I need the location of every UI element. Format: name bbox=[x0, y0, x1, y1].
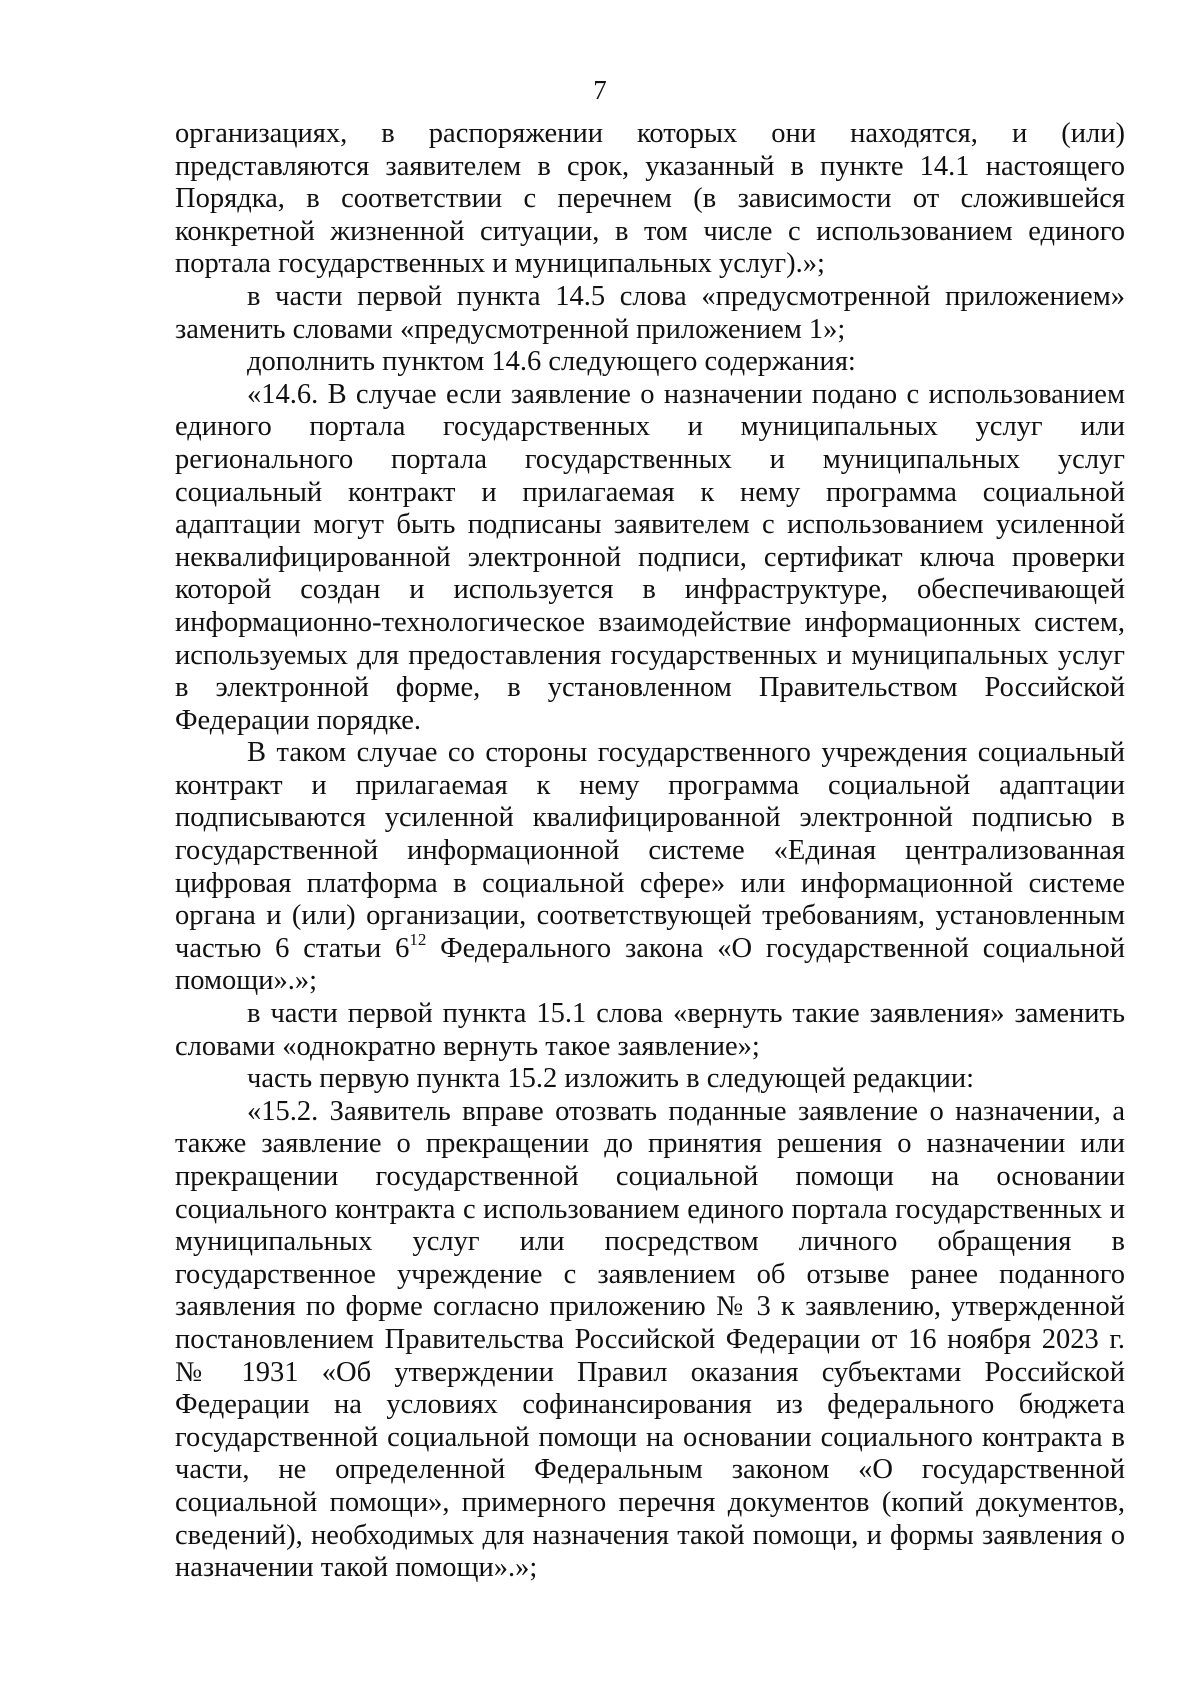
paragraph-amendment-14-5: в части первой пункта 14.5 слова «предусмотренной приложением» заменить словами «предусмотренной приложением 1»; bbox=[175, 280, 1125, 345]
paragraph-add-14-6: дополнить пунктом 14.6 следующего содержания: bbox=[247, 346, 856, 378]
paragraph-continuation: организациях, в распоряжении которых они находятся, и (или) представляются заявителем в срок, указанный в пункте 14.1 настоящего Порядка, в соответствии с перечнем (в зависимости от сложившейся конкретной жизненной ситуации, в том числе с использованием единого портала государственных и муниципальных услуг).»; bbox=[175, 118, 1125, 280]
paragraph-14-6-second bbox=[175, 737, 1125, 998]
paragraph-14-6-text: «14.6. В случае если заявление о назначении подано с использованием единого портала государственных и муниципальных услуг или регионального портала государственных и муниципальных услуг социальный контракт и прилагаемая к нему программа социальной адаптации могут быть подписаны заявителем с использованием усиленной неквалифицированной электронной подписи, сертификат ключа проверки которой создан и используется в инфраструктуре, обеспечивающей информационно-технологическое взаимодействие информационных систем, используемых для предоставления государственных и муниципальных услуг в электронной форме, в установленном Правительством Российской Федерации порядке. bbox=[175, 378, 1125, 736]
paragraph-amendment-15-2: часть первую пункта 15.2 изложить в следующей редакции: bbox=[247, 1063, 975, 1095]
paragraph-amendment-15-1: в части первой пункта 15.1 слова «вернуть такие заявления» заменить словами «однократно вернуть такое заявление»; bbox=[175, 998, 1125, 1062]
paragraph-15-2-text: «15.2. Заявитель вправе отозвать поданные заявление о назначении, а также заявление о прекращении до принятия решения о назначении или прекращении государственной социальной помощи на основании социального контракта с использованием единого портала государственных и муниципальных услуг или посредством личного обращения в государственное учреждение с заявлением об отзыве ранее поданного заявления по форме согласно приложению № 3 к заявлению, утвержденной постановлением Правительства Российской Федерации от 16 ноября 2023 г. № 1931 «Об утверждении Правил оказания субъектами Российской Федерации на условиях софинансирования из федерального бюджета государственной социальной помощи на основании социального контракта в части, не определенной Федеральным законом «О государственной социальной помощи», примерного перечня документов (копий документов, сведений), необходимых для назначения такой помощи, и формы заявления о назначении такой помощи».»; bbox=[175, 1095, 1125, 1584]
paragraph-text: В таком случае со стороны государственного учреждения социальный контракт и прилагаемая к нему программа социальной адаптации подписываются усиленной квалифицированной электронной подписью в государственной информационной системе «Единая централизованная цифровая платформа в социальной сфере» или информационной системе органа и (или) организации, соответствующей требованиям, установленным частью 6 статьи 6 bbox=[175, 737, 1125, 964]
page-number: 7 bbox=[593, 75, 607, 105]
superscript: 12 bbox=[409, 929, 427, 949]
document-body bbox=[175, 118, 1125, 1585]
paragraph-text: Федерального закона «О государственной социальной помощи».»; bbox=[175, 932, 1126, 997]
